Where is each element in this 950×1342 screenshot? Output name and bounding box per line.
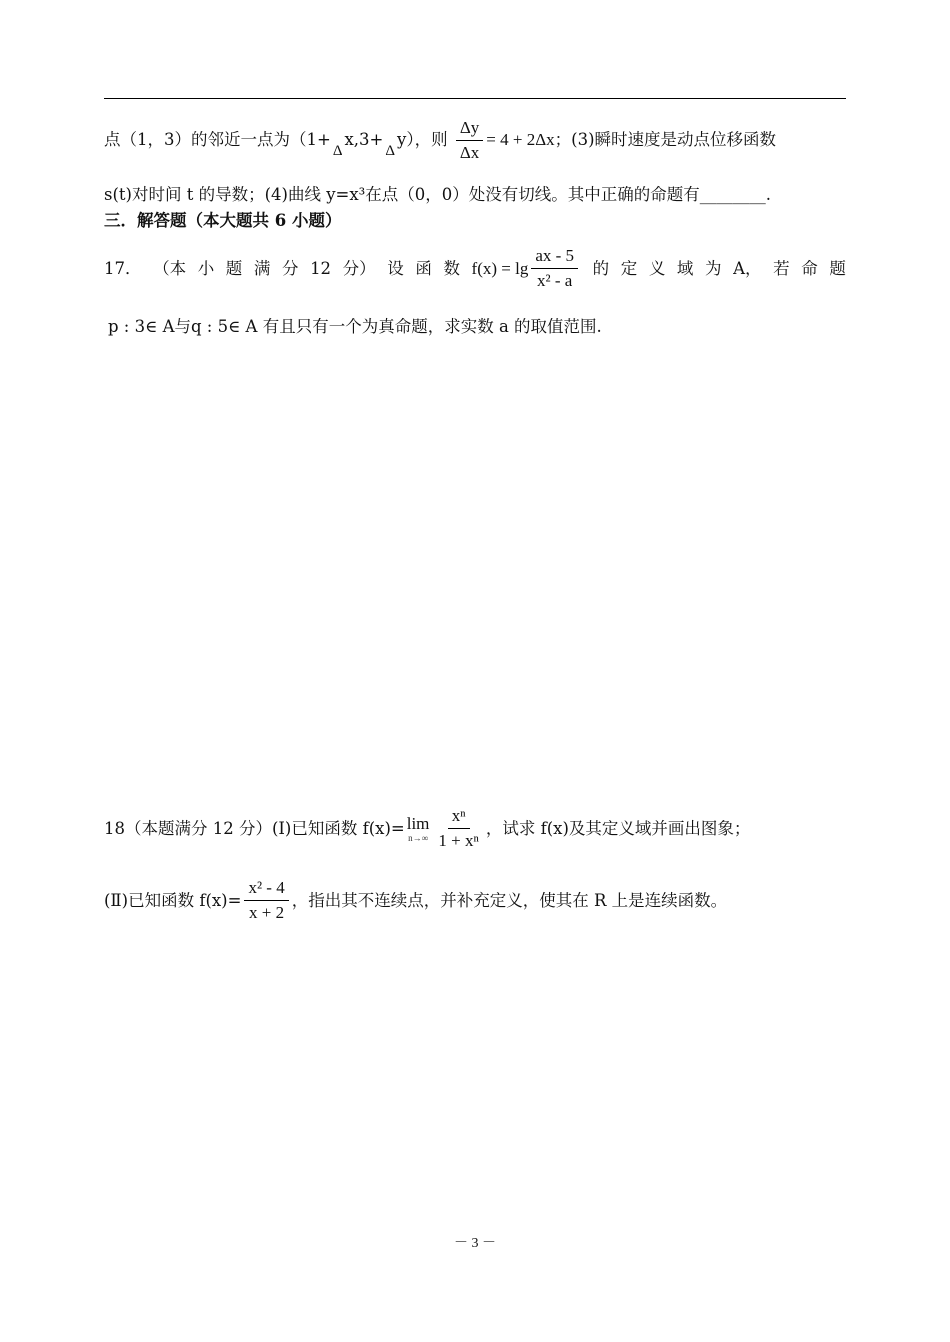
q18-line1-pre: 18（本题满分 12 分）(Ⅰ)已知函数 f(x)= bbox=[104, 818, 405, 838]
q17-fraction bbox=[531, 246, 578, 291]
q17-function-label: f(x) = lg bbox=[471, 258, 529, 278]
q17-word: （本 bbox=[153, 258, 187, 278]
q18-fraction-1 bbox=[434, 806, 482, 851]
delta-symbol: Δ bbox=[332, 143, 343, 159]
line1-pre: 点（1，3）的邻近一点为（1+ bbox=[104, 130, 331, 149]
fraction-numerator: ax - 5 bbox=[531, 246, 578, 269]
limit-word: lim bbox=[406, 813, 430, 833]
q18-line1-post: ，试求 f(x)及其定义域并画出图象； bbox=[485, 818, 751, 838]
line1-equation: = 4 + 2Δx bbox=[486, 130, 555, 149]
line1-mid1: x,3+ bbox=[344, 130, 384, 149]
delta-symbol: Δ bbox=[385, 143, 396, 159]
line1-post: ；(3)瞬时速度是动点位移函数 bbox=[554, 130, 777, 149]
q17-word: 17． bbox=[104, 258, 142, 278]
problem-line-1 bbox=[104, 118, 846, 163]
page-number: － 3 － bbox=[454, 1236, 496, 1251]
q17-formula bbox=[472, 246, 582, 291]
q17-word: 设 bbox=[387, 258, 404, 278]
q17-word: 定 bbox=[620, 258, 638, 278]
fraction-numerator: x² - 4 bbox=[244, 878, 288, 901]
q17-word: 函 bbox=[415, 258, 432, 278]
question-17-line-1 bbox=[104, 246, 846, 291]
fraction-denominator: 1 + xⁿ bbox=[438, 831, 479, 850]
q17-word: 分 bbox=[281, 258, 299, 278]
q17-word: 12 bbox=[310, 258, 332, 278]
q17-word: 若 bbox=[773, 258, 790, 278]
limit-operator bbox=[407, 815, 430, 843]
q17-word: 题 bbox=[829, 258, 846, 278]
fraction-denominator: Δx bbox=[459, 143, 480, 162]
line1-mid2: y），则 bbox=[397, 130, 448, 149]
q17-word: 命 bbox=[801, 258, 818, 278]
q17-word: 的 bbox=[592, 258, 610, 278]
q17-word: 题 bbox=[225, 258, 243, 278]
fraction-denominator: x² - a bbox=[537, 271, 573, 290]
question-18-line-1 bbox=[104, 806, 846, 851]
header-rule bbox=[104, 98, 846, 99]
q18-fraction-2 bbox=[244, 878, 288, 923]
section-heading: 三．解答题（本大题共 6 小题） bbox=[104, 211, 342, 230]
q17-word: 满 bbox=[253, 258, 271, 278]
fraction-numerator: Δy bbox=[456, 118, 483, 141]
question-18-line-2 bbox=[104, 878, 846, 923]
fraction-dy-dx bbox=[456, 118, 483, 163]
q18-line2-post: ，指出其不连续点，并补充定义，使其在 R 上是连续函数。 bbox=[291, 890, 728, 910]
problem-line-2: s(t)对时间 t 的导数；(4)曲线 y=x³在点（0，0）处没有切线。其中正确的命题有________. bbox=[104, 185, 772, 204]
q17-word: 分） bbox=[342, 258, 376, 278]
question-17-line-2: p : 3∈ A与q : 5∈ A 有且只有一个为真命题，求实数 a 的取值范围. bbox=[108, 317, 602, 336]
q17-word: 域 bbox=[676, 258, 694, 278]
q17-word: 为 bbox=[705, 258, 722, 278]
q17-word: 小 bbox=[197, 258, 215, 278]
fraction-denominator: x + 2 bbox=[249, 903, 285, 922]
fraction-numerator: xⁿ bbox=[448, 806, 470, 829]
q18-line2-pre: (Ⅱ)已知函数 f(x)= bbox=[104, 890, 242, 910]
limit-subscript: n→∞ bbox=[408, 832, 429, 843]
q17-word: A， bbox=[733, 258, 762, 278]
q17-word: 义 bbox=[648, 258, 666, 278]
q17-word: 数 bbox=[443, 258, 460, 278]
